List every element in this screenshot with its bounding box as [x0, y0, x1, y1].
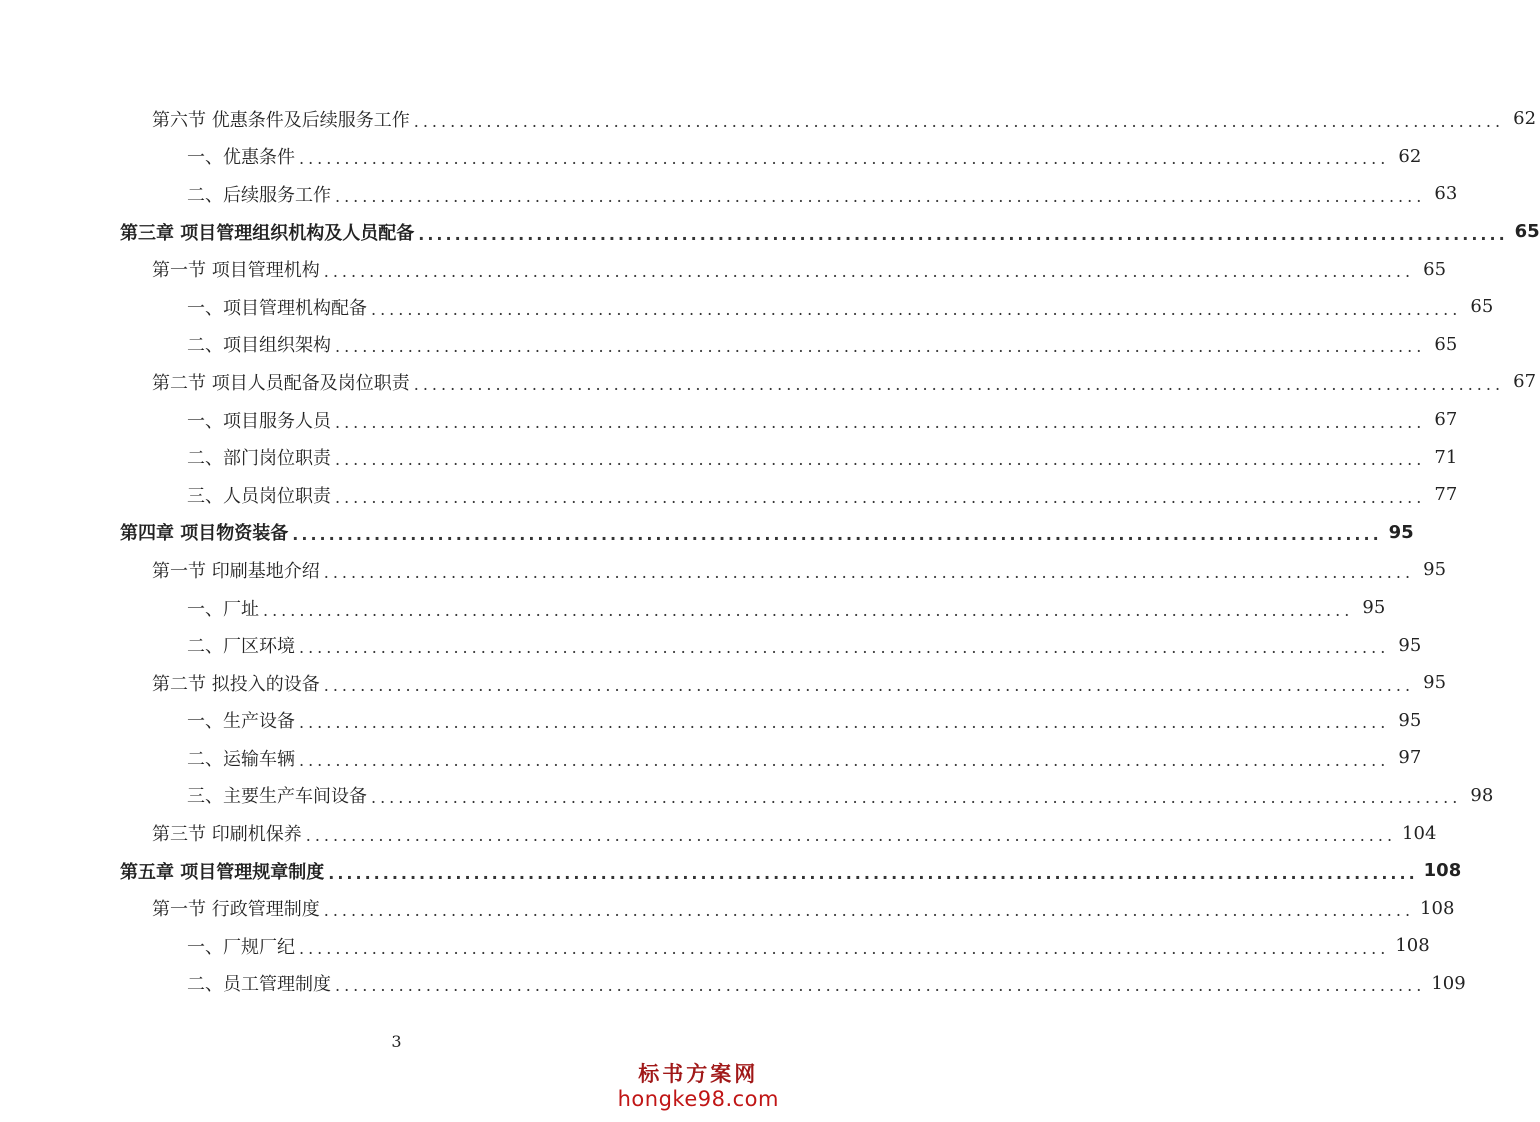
- toc-entry-title: 第三章 项目管理组织机构及人员配备: [120, 222, 415, 244]
- toc-entry-title: 第四章 项目物资装备: [120, 523, 289, 545]
- toc-entry-page: 95: [1388, 521, 1414, 543]
- dot-leader: ........................................................................................................................: [335, 976, 1426, 996]
- dot-leader: ........................................................................................................................: [323, 562, 1415, 582]
- toc-entry-title: 一、生产设备: [187, 711, 295, 733]
- toc-entry-page: 77: [1434, 484, 1458, 506]
- toc-entry-page: 95: [1362, 597, 1386, 619]
- toc-entry-page: 67: [1434, 409, 1458, 431]
- toc-entry-page: 95: [1398, 709, 1422, 731]
- toc-entry-title: 第一节 项目管理机构: [152, 260, 320, 282]
- toc-entry-section[interactable]: [120, 889, 1455, 927]
- toc-entry-section[interactable]: [120, 100, 1537, 138]
- dot-leader: ........................................................................................................................: [328, 863, 1418, 883]
- dot-leader: ........................................................................................................................: [299, 750, 1390, 770]
- toc-entry-page: 62: [1398, 145, 1422, 167]
- toc-entry-page: 98: [1470, 784, 1494, 806]
- toc-entry-subsection[interactable]: [120, 288, 1494, 326]
- toc-entry-page: 108: [1395, 935, 1430, 957]
- watermark-title: 标书方案网: [638, 1061, 759, 1086]
- toc-entry-page: 63: [1434, 183, 1458, 205]
- toc-entry-title: 一、优惠条件: [187, 147, 295, 169]
- table-of-contents: [120, 100, 1540, 1002]
- toc-entry-subsection[interactable]: [120, 739, 1422, 777]
- toc-entry-section[interactable]: [120, 551, 1447, 589]
- dot-leader: ........................................................................................................................: [413, 111, 1505, 131]
- toc-entry-section[interactable]: [120, 363, 1537, 401]
- toc-entry-page: 65: [1470, 296, 1494, 318]
- toc-entry-section[interactable]: [120, 664, 1447, 702]
- toc-entry-page: 108: [1423, 860, 1462, 882]
- toc-entry-title: 第一节 印刷基地介绍: [152, 560, 320, 582]
- toc-entry-title: 二、运输车辆: [187, 748, 295, 770]
- toc-entry-subsection[interactable]: [120, 326, 1458, 364]
- toc-entry-title: 一、项目服务人员: [187, 410, 331, 432]
- dot-leader: ........................................................................................................................: [413, 374, 1505, 394]
- dot-leader: ........................................................................................................................: [305, 826, 1397, 846]
- dot-leader: ........................................................................................................................: [323, 901, 1415, 921]
- dot-leader: ........................................................................................................................: [292, 525, 1382, 545]
- toc-entry-section[interactable]: [120, 250, 1447, 288]
- toc-entry-page: 62: [1513, 108, 1537, 130]
- toc-entry-subsection[interactable]: [120, 438, 1458, 476]
- watermark-url: hongke98.com: [617, 1087, 779, 1111]
- toc-entry-page: 65: [1434, 333, 1458, 355]
- watermark: [618, 1062, 779, 1112]
- toc-entry-subsection[interactable]: [120, 401, 1458, 439]
- toc-entry-page: 109: [1431, 972, 1466, 994]
- toc-entry-subsection[interactable]: [120, 777, 1494, 815]
- page-number: 3: [391, 1032, 402, 1051]
- dot-leader: ........................................................................................................................: [335, 186, 1426, 206]
- toc-entry-title: 二、部门岗位职责: [187, 448, 331, 470]
- dot-leader: ........................................................................................................................: [371, 788, 1462, 808]
- toc-entry-subsection[interactable]: [120, 175, 1458, 213]
- toc-entry-page: 104: [1402, 822, 1437, 844]
- toc-entry-page: 71: [1434, 446, 1458, 468]
- toc-entry-page: 108: [1420, 897, 1455, 919]
- dot-leader: ........................................................................................................................: [418, 224, 1508, 244]
- toc-entry-title: 第六节 优惠条件及后续服务工作: [152, 109, 410, 131]
- dot-leader: ........................................................................................................................: [299, 713, 1390, 733]
- toc-entry-page: 97: [1398, 747, 1422, 769]
- dot-leader: ........................................................................................................................: [335, 337, 1426, 357]
- toc-entry-subsection[interactable]: [120, 626, 1422, 664]
- toc-entry-title: 一、项目管理机构配备: [187, 297, 367, 319]
- toc-entry-subsection[interactable]: [120, 476, 1458, 514]
- toc-entry-page: 67: [1513, 371, 1537, 393]
- dot-leader: ........................................................................................................................: [323, 675, 1415, 695]
- toc-entry-title: 第二节 项目人员配备及岗位职责: [152, 372, 410, 394]
- toc-entry-chapter[interactable]: [120, 514, 1414, 552]
- dot-leader: ........................................................................................................................: [371, 299, 1462, 319]
- dot-leader: ........................................................................................................................: [335, 450, 1426, 470]
- toc-entry-chapter[interactable]: [120, 852, 1462, 890]
- dot-leader: ........................................................................................................................: [299, 149, 1390, 169]
- dot-leader: ........................................................................................................................: [335, 412, 1426, 432]
- toc-entry-title: 二、员工管理制度: [187, 974, 331, 996]
- toc-entry-title: 第二节 拟投入的设备: [152, 673, 320, 695]
- toc-entry-subsection[interactable]: [120, 927, 1430, 965]
- toc-entry-page: 95: [1423, 559, 1447, 581]
- toc-entry-title: 三、人员岗位职责: [187, 485, 331, 507]
- toc-entry-section[interactable]: [120, 814, 1437, 852]
- toc-entry-chapter[interactable]: [120, 213, 1540, 251]
- dot-leader: ........................................................................................................................: [299, 638, 1390, 658]
- toc-entry-title: 第五章 项目管理规章制度: [120, 861, 325, 883]
- dot-leader: ........................................................................................................................: [263, 600, 1354, 620]
- toc-entry-page: 65: [1423, 258, 1447, 280]
- dot-leader: ........................................................................................................................: [335, 487, 1426, 507]
- toc-entry-title: 二、项目组织架构: [187, 335, 331, 357]
- dot-leader: ........................................................................................................................: [299, 938, 1390, 958]
- toc-entry-page: 95: [1423, 672, 1447, 694]
- toc-entry-title: 一、厂址: [187, 598, 259, 620]
- toc-entry-subsection[interactable]: [120, 138, 1422, 176]
- toc-entry-page: 65: [1514, 221, 1540, 243]
- toc-entry-title: 二、厂区环境: [187, 636, 295, 658]
- dot-leader: ........................................................................................................................: [323, 262, 1415, 282]
- toc-entry-title: 第三节 印刷机保养: [152, 824, 302, 846]
- toc-entry-subsection[interactable]: [120, 965, 1466, 1003]
- toc-entry-title: 二、后续服务工作: [187, 184, 331, 206]
- toc-entry-title: 第一节 行政管理制度: [152, 899, 320, 921]
- toc-entry-subsection[interactable]: [120, 589, 1386, 627]
- toc-entry-title: 三、主要生产车间设备: [187, 786, 367, 808]
- toc-entry-page: 95: [1398, 634, 1422, 656]
- toc-entry-subsection[interactable]: [120, 702, 1422, 740]
- toc-entry-title: 一、厂规厂纪: [187, 936, 295, 958]
